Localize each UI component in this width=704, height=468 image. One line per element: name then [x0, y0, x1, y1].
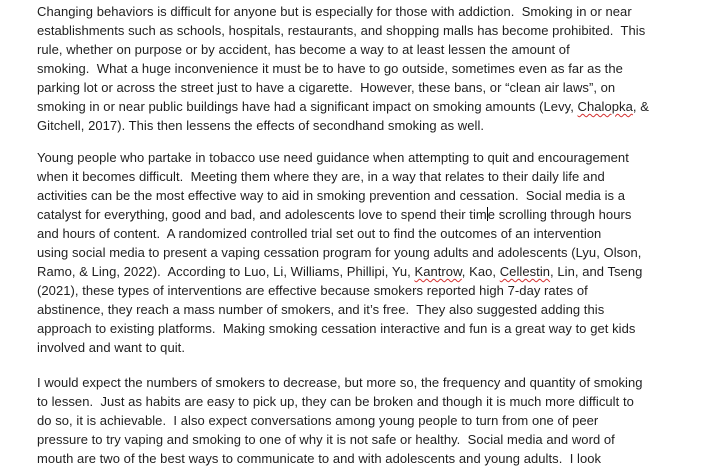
text-line: I would expect the numbers of smokers to decrease, but more so, the frequency and quantity of smoking — [37, 375, 643, 390]
text-line: using social media to present a vaping cessation program for young adults and adolescents (Lyu, Olson, — [37, 245, 642, 260]
text-line: smoking. What a huge inconvenience it must be to have to go outside, sometimes even as far as the — [37, 61, 623, 76]
text-line: Ramo, & Ling, 2022). According to Luo, Li, Williams, Phillipi, Yu, Kantrow, Kao, Cellestin, Lin, and Tseng — [37, 264, 643, 279]
text-line: when it becomes difficult. Meeting them where they are, in a way that relates to their daily life and — [37, 169, 605, 184]
text-line: involved and want to quit. — [37, 340, 186, 355]
text-line: mouth are two of the best ways to communicate to and with adolescents and young adults. I look — [37, 451, 602, 466]
text-line: activities can be the most effective way to aid in smoking prevention and cessation. Social media is a — [37, 188, 626, 203]
paragraph-1[interactable] — [37, 2, 649, 135]
misspelled-word[interactable]: Kantrow — [414, 264, 462, 279]
text-line: parking lot or across the street just to have a cigarette. However, these bans, or “clean air laws”, on — [37, 80, 616, 95]
text-line: rule, whether on purpose or by accident, has become a way to at least lessen the amount of — [37, 42, 570, 57]
text-line: (2021), these types of interventions are effective because smokers reported high 7-day rates of — [37, 283, 588, 298]
text-line: pressure to try vaping and smoking to one of why it is not safe or healthy. Social media and word of — [37, 432, 615, 447]
text-line — [37, 205, 642, 224]
text-line: abstinence, they reach a mass number of smokers, and it’s free. They also suggested adding this — [37, 302, 605, 317]
misspelled-word[interactable]: Cellestin — [499, 264, 551, 279]
text-segment: e scrolling through hours — [487, 207, 632, 222]
paragraph-3[interactable] — [37, 373, 643, 468]
text-line: and hours of content. A randomized controlled trial set out to find the outcomes of an intervention — [37, 226, 602, 241]
paragraph-2[interactable] — [37, 148, 642, 357]
text-line — [37, 97, 649, 116]
misspelled-word[interactable]: Chalopka — [577, 99, 633, 114]
text-line: Gitchell, 2017). This then lessens the effects of secondhand smoking as well. — [37, 118, 485, 133]
text-line: to lessen. Just as habits are easy to pick up, they can be broken and though it is much more difficult to — [37, 394, 634, 409]
text-segment: smoking in or near public buildings have had a significant impact on smoking amounts (Levy, — [37, 99, 578, 114]
text-line: Changing behaviors is difficult for anyone but is especially for those with addiction. Smoking in or near — [37, 4, 632, 19]
text-line: approach to existing platforms. Making smoking cessation interactive and fun is a great way to get kids — [37, 321, 636, 336]
text-segment: catalyst for everything, good and bad, and adolescents love to spend their tim — [37, 207, 487, 222]
text-line: Young people who partake in tobacco use need guidance when attempting to quit and encouragement — [37, 150, 629, 165]
text-segment: , & — [632, 99, 649, 114]
text-line: do so, it is achievable. I also expect conversations among young people to turn from one of peer — [37, 413, 599, 428]
text-line: establishments such as schools, hospitals, restaurants, and shopping malls has become prohibited. This — [37, 23, 646, 38]
